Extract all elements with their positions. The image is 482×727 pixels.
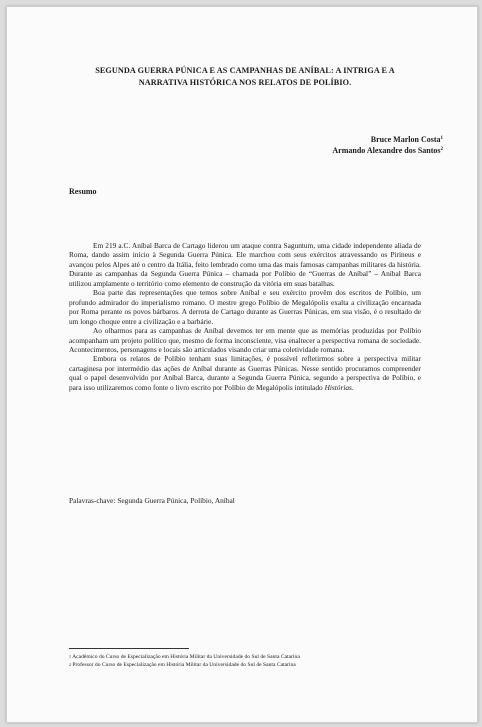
author-2 — [332, 145, 443, 156]
document-page — [6, 6, 478, 723]
footnote-text: Professor do Curso de Especialização em História Militar da Universidade do Sul de Santa Catarina — [72, 662, 296, 669]
author-block — [332, 134, 443, 156]
book-title: Histórias — [324, 382, 352, 392]
abstract-paragraph: Ao olharmos para as campanhas de Aníbal devemos ter em mente que as memórias produzidas por Políbio acompanham um projeto político que, mesmo de forma inconsciente, visa enaltecer a perspectiva romana de sociedade. Acontecimentos, personagens e locais são articulados visando criar uma coletividade romana. — [69, 326, 421, 354]
footnote-number: 2 — [69, 662, 71, 668]
footnotes — [69, 653, 449, 669]
footnote-number: 1 — [69, 654, 71, 659]
author-name: Armando Alexandre dos Santos — [332, 146, 441, 155]
document-title — [55, 65, 435, 88]
footnote-marker: 1 — [440, 136, 443, 141]
abstract-paragraph: Em 219 a.C. Aníbal Barca de Cartago liderou um ataque contra Saguntum, uma cidade independente aliada de Roma, dando assim início à Segunda Guerra Púnica. Ele marchou com seus exércitos atravessando os Pirineus e avançou pelos Alpes até o centro da Itália, feito lembrado como uma das mais famosas campanhas militares da história. Durante as campanhas da Segunda Guerra Púnica – chamada por Políbio de “Guerras de Aníbal” – Aníbal Barca utilizou amplamente o território como elemento de construção da vitória em suas batalhas. — [69, 241, 421, 288]
author-1 — [332, 134, 443, 145]
paragraph-end: . — [351, 382, 354, 392]
footnote-2 — [69, 661, 449, 669]
abstract-paragraph: Boa parte das representações que temos sobre Aníbal e seu exército provêm dos escritos de Políbio, um profundo admirador do imperialismo romano. O mestre grego Políbio de Megalópolis exalta a civilização encarnada por Roma perante os povos bárbaros. A derrota de Cartago durante as Guerras Púnicas, em sua visão, é o resultado de um longo choque entre a civilização e a barbárie. — [69, 288, 421, 326]
abstract-heading: Resumo — [69, 187, 97, 196]
abstract-body — [69, 241, 421, 392]
keywords: Palavras-chave: Segunda Guerra Púnica, Políbio, Aníbal — [69, 496, 235, 505]
footnote-divider — [69, 648, 189, 649]
title-line-1: SEGUNDA GUERRA PÚNICA E AS CAMPANHAS DE ANÍBAL: A INTRIGA E A — [95, 66, 395, 75]
abstract-paragraph — [69, 354, 421, 392]
footnote-1 — [69, 653, 449, 661]
title-line-2: NARRATIVA HISTÓRICA NOS RELATOS DE POLÍBIO. — [138, 77, 352, 87]
footnote-marker: 2 — [440, 147, 443, 152]
paragraph-text: Embora os relatos de Políbio tenham suas limitações, é possível refletirmos sobre a perspectiva militar cartaginesa por intermédio das ações de Aníbal durante as Guerras Púnicas. Nesse sentido procuramos compreender qual o papel desenvolvido por Aníbal Barca, durante a Segunda Guerra Púnica, segundo a perspectiva de Políbio, e para isso utilizaremos como fonte o livro escrito por Políbio de Megalópolis intitulado — [69, 354, 421, 392]
author-name: Bruce Marlon Costa — [370, 135, 441, 144]
footnote-text: Acadêmico do Curso de Especialização em História Militar da Universidade do Sul de Santa Catarina — [72, 654, 300, 660]
